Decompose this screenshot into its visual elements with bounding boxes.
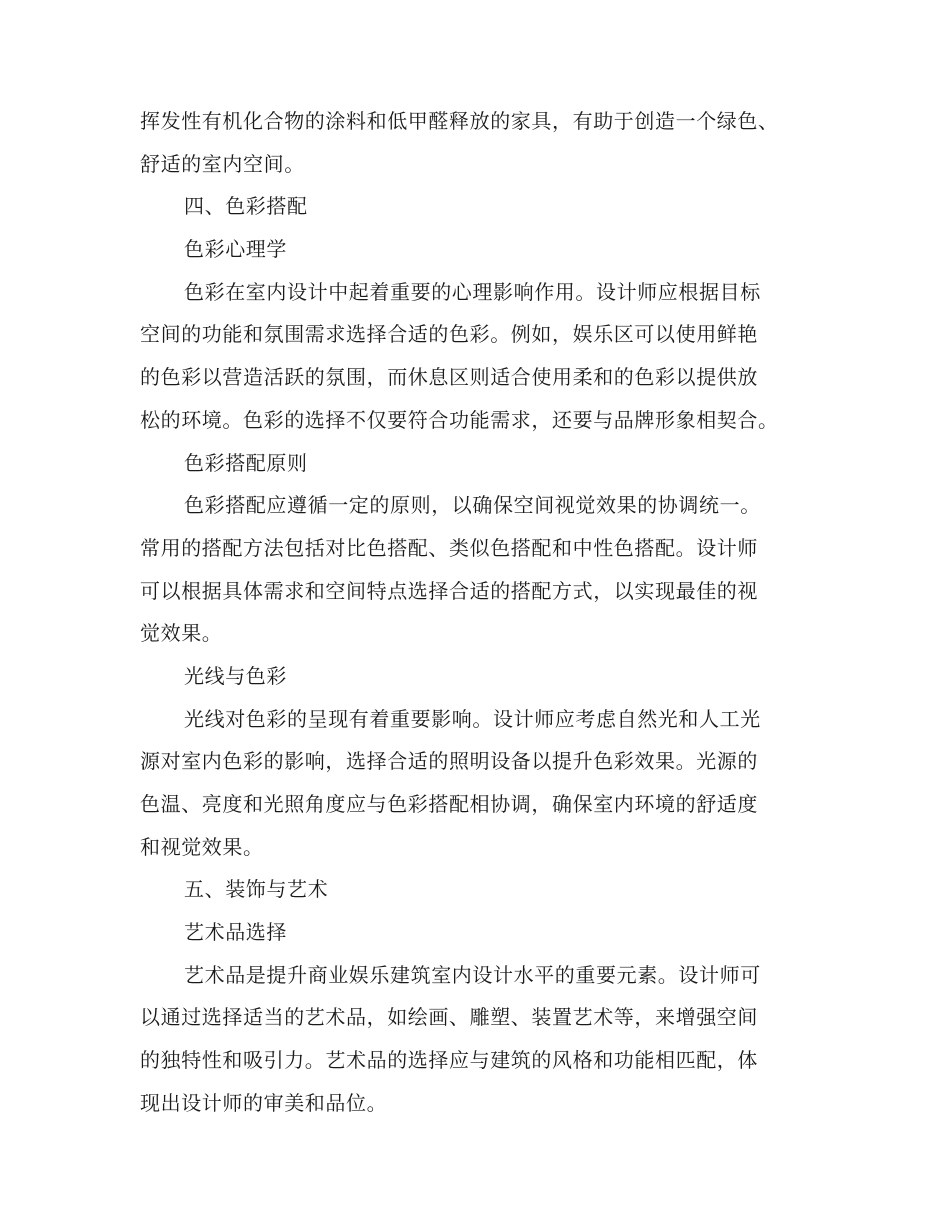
text-line: 的色彩以营造活跃的氛围，而休息区则适合使用柔和的色彩以提供放 <box>140 365 758 390</box>
paragraph-continued <box>140 100 840 185</box>
document-body <box>140 100 840 1125</box>
text-line: 源对室内色彩的影响，选择合适的照明设备以提升色彩效果。光源的 <box>140 749 758 774</box>
paragraph-light-and-color <box>140 698 840 869</box>
section-heading-color-matching: 四、色彩搭配 <box>184 194 308 219</box>
text-line: 空间的功能和氛围需求选择合适的色彩。例如，娱乐区可以使用鲜艳 <box>140 322 758 347</box>
text-line: 松的环境。色彩的选择不仅要符合功能需求，还要与品牌形象相契合。 <box>140 407 779 432</box>
text-line: 色温、亮度和光照角度应与色彩搭配相协调，确保室内环境的舒适度 <box>140 792 758 816</box>
text-line: 色彩搭配应遵循一定的原则，以确保空间视觉效果的协调统一。 <box>184 493 761 518</box>
text-line: 挥发性有机化合物的涂料和低甲醛释放的家具，有助于创造一个绿色、 <box>140 109 779 133</box>
text-line: 觉效果。 <box>140 621 223 646</box>
text-line: 和视觉效果。 <box>140 834 264 859</box>
text-line: 舒适的室内空间。 <box>140 151 305 176</box>
text-line: 光线对色彩的呈现有着重要影响。设计师应考虑自然光和人工光 <box>184 706 761 731</box>
text-line: 的独特性和吸引力。艺术品的选择应与建筑的风格和功能相匹配，体 <box>140 1048 758 1073</box>
section-heading-decoration-art: 五、装饰与艺术 <box>184 877 329 902</box>
paragraph-color-psychology <box>140 271 840 442</box>
subheading-light-and-color: 光线与色彩 <box>184 663 287 688</box>
text-line: 艺术品是提升商业娱乐建筑室内设计水平的重要元素。设计师可 <box>184 962 761 987</box>
text-line: 常用的搭配方法包括对比色搭配、类似色搭配和中性色搭配。设计师 <box>140 535 758 560</box>
text-line: 色彩在室内设计中起着重要的心理影响作用。设计师应根据目标 <box>184 279 761 304</box>
text-line: 以通过选择适当的艺术品，如绘画、雕塑、装置艺术等，来增强空间 <box>140 1005 758 1030</box>
paragraph-color-principles <box>140 484 840 655</box>
text-line: 可以根据具体需求和空间特点选择合适的搭配方式，以实现最佳的视 <box>140 578 758 603</box>
subheading-color-principles: 色彩搭配原则 <box>184 450 308 475</box>
subheading-artwork-selection: 艺术品选择 <box>184 920 287 945</box>
text-line: 现出设计师的审美和品位。 <box>140 1090 388 1115</box>
subheading-color-psychology: 色彩心理学 <box>184 237 287 262</box>
paragraph-artwork-selection <box>140 954 840 1125</box>
